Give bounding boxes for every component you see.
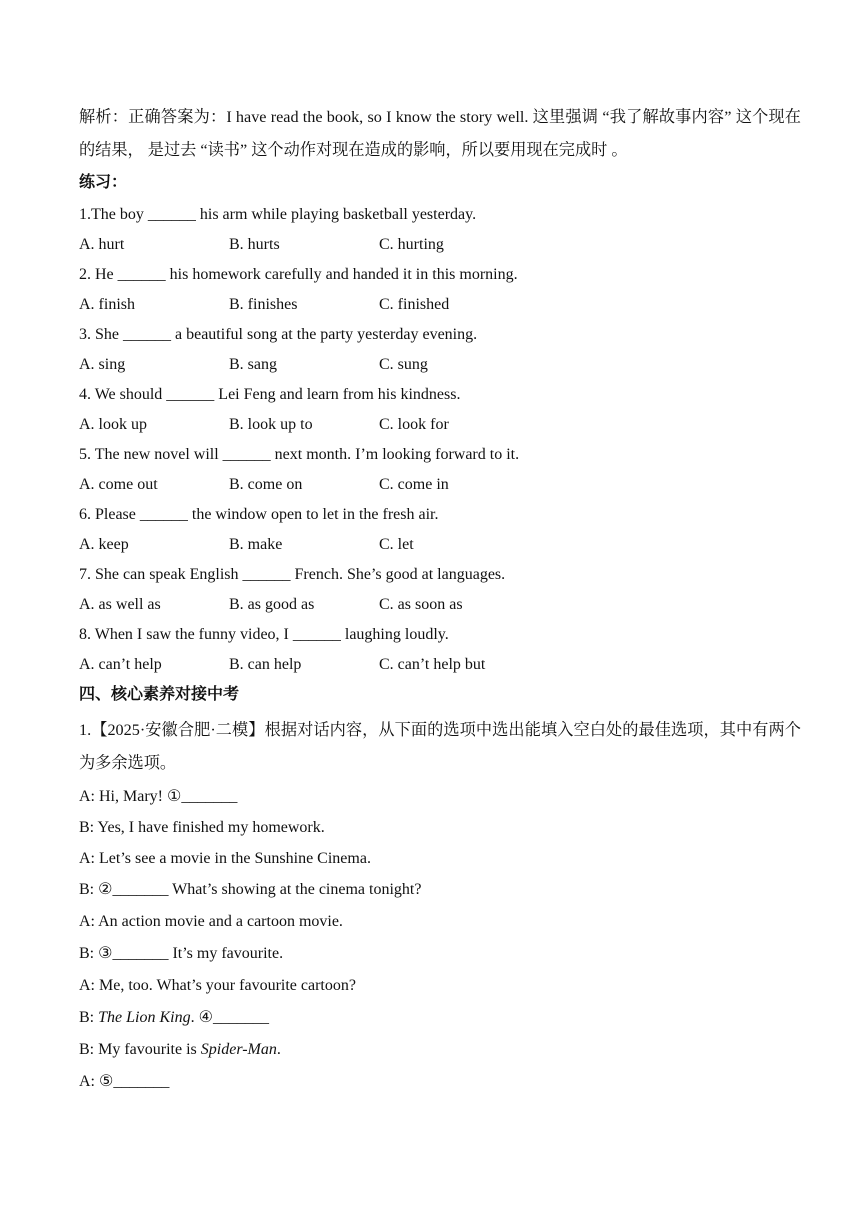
question-6-option-c: C. let [379, 536, 414, 553]
question-8-option-a: A. can’t help [79, 656, 162, 673]
dialogue-line-8-suffix: . ④_______ [190, 1009, 269, 1026]
question-2-option-c: C. finished [379, 296, 450, 313]
question-7-stem: 7. She can speak English ______ French. She’s good at languages. [79, 566, 506, 583]
movie-title-spider-man: Spider-Man [200, 1041, 277, 1058]
question-6-option-b: B. make [229, 536, 283, 553]
question-3-option-a: A. sing [79, 356, 126, 373]
movie-title-lion-king: The Lion King [98, 1009, 191, 1026]
question-3-stem: 3. She ______ a beautiful song at the party yesterday evening. [79, 326, 478, 343]
question-3-option-c: C. sung [379, 356, 428, 373]
question-1-option-a: A. hurt [79, 236, 125, 253]
dialogue-line-6: B: ③_______ It’s my favourite. [79, 945, 284, 962]
question-1-option-b: B. hurts [229, 236, 280, 253]
section-4-heading: 四、核心素养对接中考 [79, 686, 240, 703]
question-4-option-b: B. look up to [229, 416, 313, 433]
question-7-option-a: A. as well as [79, 596, 161, 613]
question-8-stem: 8. When I saw the funny video, I ______ laughing loudly. [79, 626, 449, 643]
question-5-stem: 5. The new novel will ______ next month. I’m looking forward to it. [79, 446, 520, 463]
question-4-stem: 4. We should ______ Lei Feng and learn from his kindness. [79, 386, 461, 403]
question-6-stem: 6. Please ______ the window open to let in the fresh air. [79, 506, 439, 523]
question-2-option-b: B. finishes [229, 296, 298, 313]
question-1-stem: 1.The boy ______ his arm while playing basketball yesterday. [79, 206, 477, 223]
dialogue-line-5: A: An action movie and a cartoon movie. [79, 913, 343, 930]
question-3-option-b: B. sang [229, 356, 277, 373]
question-1-option-c: C. hurting [379, 236, 444, 253]
question-8-option-c: C. can’t help but [379, 656, 486, 673]
dialogue-line-9 [79, 1039, 281, 1061]
question-4-option-a: A. look up [79, 416, 147, 433]
dialogue-line-9-prefix: B: My favourite is [79, 1041, 201, 1058]
dialogue-line-2: B: Yes, I have finished my homework. [79, 819, 325, 836]
dialogue-line-8-prefix: B: [79, 1009, 99, 1026]
practice-heading: 练习： [79, 174, 128, 191]
question-2-stem: 2. He ______ his homework carefully and handed it in this morning. [79, 266, 518, 283]
dialogue-line-10: A: ⑤_______ [79, 1073, 170, 1090]
dialogue-line-3: A: Let’s see a movie in the Sunshine Cinema. [79, 850, 371, 867]
dialogue-line-1: A: Hi, Mary! ①_______ [79, 788, 238, 805]
question-2-option-a: A. finish [79, 296, 135, 313]
question-7-option-b: B. as good as [229, 596, 315, 613]
question-4-option-c: C. look for [379, 416, 449, 433]
dialogue-line-9-suffix: . [276, 1041, 281, 1058]
question-5-option-b: B. come on [229, 476, 303, 493]
dialogue-line-4: B: ②_______ What’s showing at the cinema tonight? [79, 881, 422, 898]
analysis-paragraph: 解析：正确答案为：I have read the book, so I know the story well. 这里强调 “我了解故事内容” 这个现在的结果， 是过去 “读书” 这个动作对现在造成的影响，所以要用现在完成时 。 [79, 108, 801, 159]
question-5-option-a: A. come out [79, 476, 158, 493]
question-6-option-a: A. keep [79, 536, 129, 553]
dialogue-line-7: A: Me, too. What’s your favourite cartoon? [79, 977, 356, 994]
dialogue-line-8 [79, 1007, 269, 1029]
question-7-option-c: C. as soon as [379, 596, 463, 613]
question-8-option-b: B. can help [229, 656, 302, 673]
section-4-intro: 1.【2025·安徽合肥·二模】根据对话内容，从下面的选项中选出能填入空白处的最佳选项，其中有两个为多余选项。 [79, 721, 801, 772]
question-5-option-c: C. come in [379, 476, 449, 493]
